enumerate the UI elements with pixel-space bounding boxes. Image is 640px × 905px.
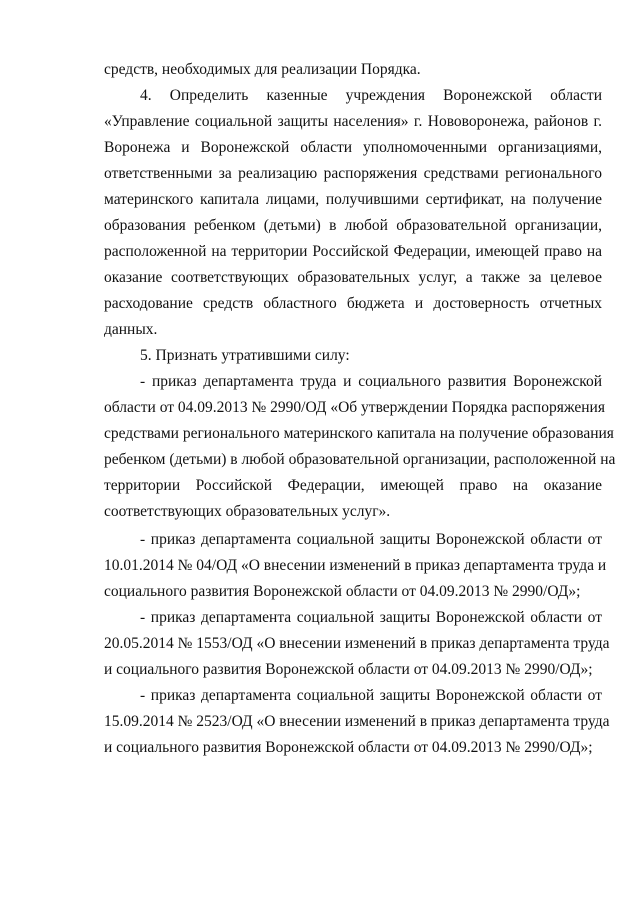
text-line: и социального развития Воронежской области от 04.09.2013 № 2990/ОД»; xyxy=(104,739,593,756)
text-line: - приказ департамента труда и социального развития Воронежской xyxy=(140,373,602,390)
text-line: Воронежа и Воронежской области уполномоченными организациями, xyxy=(104,139,602,156)
text-line: территории Российской Федерации, имеющей право на оказание xyxy=(104,477,602,494)
text-line: средствами регионального материнского капитала на получение образования xyxy=(104,425,614,442)
text-line: - приказ департамента социальной защиты Воронежской области от xyxy=(140,531,602,548)
text-line: образования ребенком (детьми) в любой образовательной организации, xyxy=(104,217,602,234)
text-line: - приказ департамента социальной защиты Воронежской области от xyxy=(140,687,602,704)
text-line: данных. xyxy=(104,321,158,338)
text-line: соответствующих образовательных услуг». xyxy=(104,503,391,520)
text-line: ответственными за реализацию распоряжения средствами регионального xyxy=(104,165,602,182)
text-line: средств, необходимых для реализации Порядка. xyxy=(104,61,421,78)
text-line: расходование средств областного бюджета и достоверность отчетных xyxy=(104,295,602,312)
text-line: области от 04.09.2013 № 2990/ОД «Об утверждении Порядка распоряжения xyxy=(104,399,605,416)
text-line: ребенком (детьми) в любой образовательной организации, расположенной на xyxy=(104,451,616,468)
text-line: расположенной на территории Российской Федерации, имеющей право на xyxy=(104,243,602,260)
text-line: 10.01.2014 № 04/ОД «О внесении изменений в приказ департамента труда и xyxy=(104,557,607,574)
text-line: «Управление социальной защиты населения» г. Нововоронежа, районов г. xyxy=(104,113,602,130)
text-line: 15.09.2014 № 2523/ОД «О внесении изменений в приказ департамента труда xyxy=(104,713,610,730)
text-line: 4. Определить казенные учреждения Воронежской области xyxy=(140,87,602,104)
text-line: оказание соответствующих образовательных услуг, а также за целевое xyxy=(104,269,602,286)
text-line: и социального развития Воронежской области от 04.09.2013 № 2990/ОД»; xyxy=(104,661,593,678)
text-line: - приказ департамента социальной защиты Воронежской области от xyxy=(140,609,602,626)
text-line: 5. Признать утратившими силу: xyxy=(140,347,350,364)
text-line: социального развития Воронежской области от 04.09.2013 № 2990/ОД»; xyxy=(104,583,581,600)
text-line: материнского капитала лицами, получившими сертификат, на получение xyxy=(104,191,602,208)
text-line: 20.05.2014 № 1553/ОД «О внесении изменений в приказ департамента труда xyxy=(104,635,610,652)
